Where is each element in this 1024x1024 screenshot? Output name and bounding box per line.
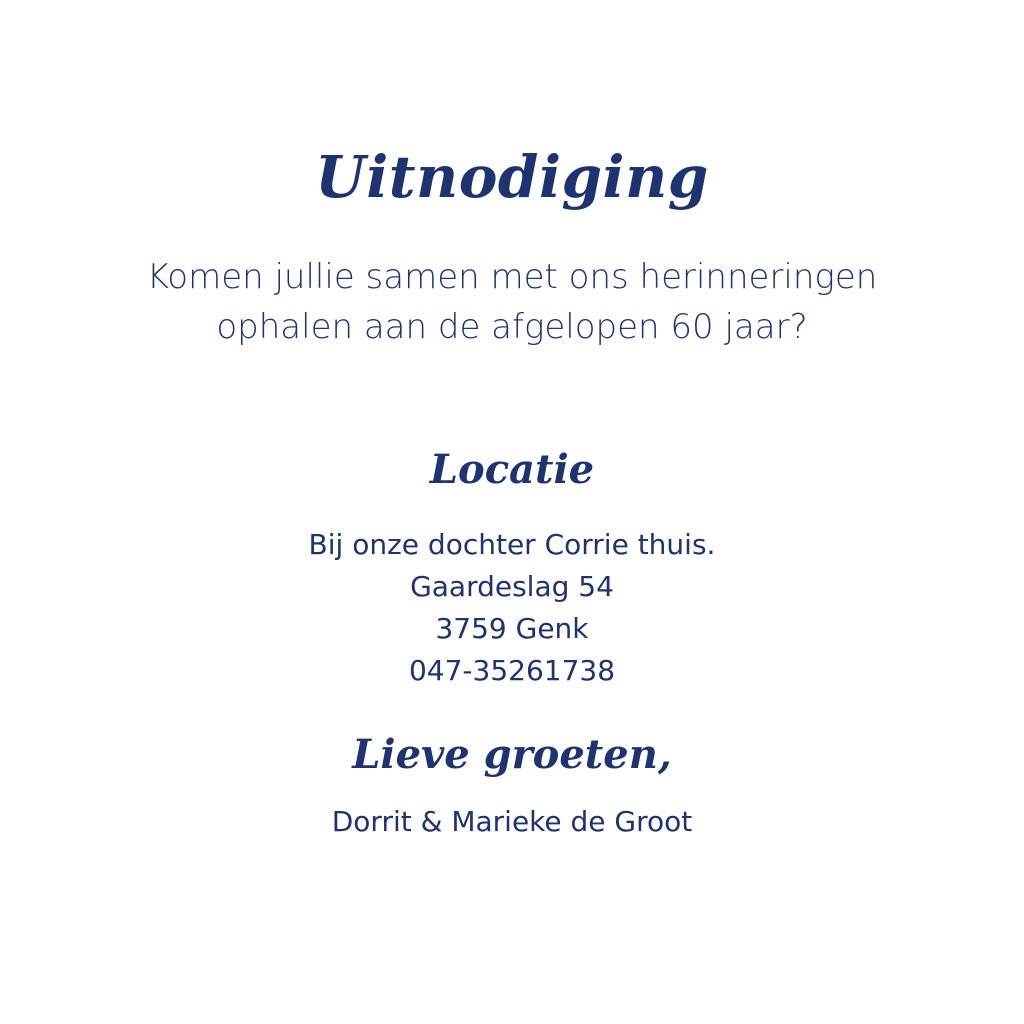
invitation-title: Uitnodiging bbox=[315, 143, 709, 211]
location-address bbox=[0, 524, 1024, 692]
signature-text: Dorrit & Marieke de Groot bbox=[331, 805, 693, 838]
address-line-city: 3759 Genk bbox=[435, 612, 589, 645]
location-heading: Locatie bbox=[429, 446, 595, 493]
address-line-street: Gaardeslag 54 bbox=[410, 570, 614, 603]
intro-text bbox=[0, 252, 1024, 352]
address-line-venue: Bij onze dochter Corrie thuis. bbox=[308, 528, 716, 561]
closing-heading: Lieve groeten, bbox=[352, 731, 672, 778]
intro-line-2: ophalen aan de afgelopen 60 jaar? bbox=[216, 307, 808, 347]
address-line-phone: 047-35261738 bbox=[408, 654, 616, 687]
intro-line-1: Komen jullie samen met ons herinneringen bbox=[146, 257, 878, 297]
